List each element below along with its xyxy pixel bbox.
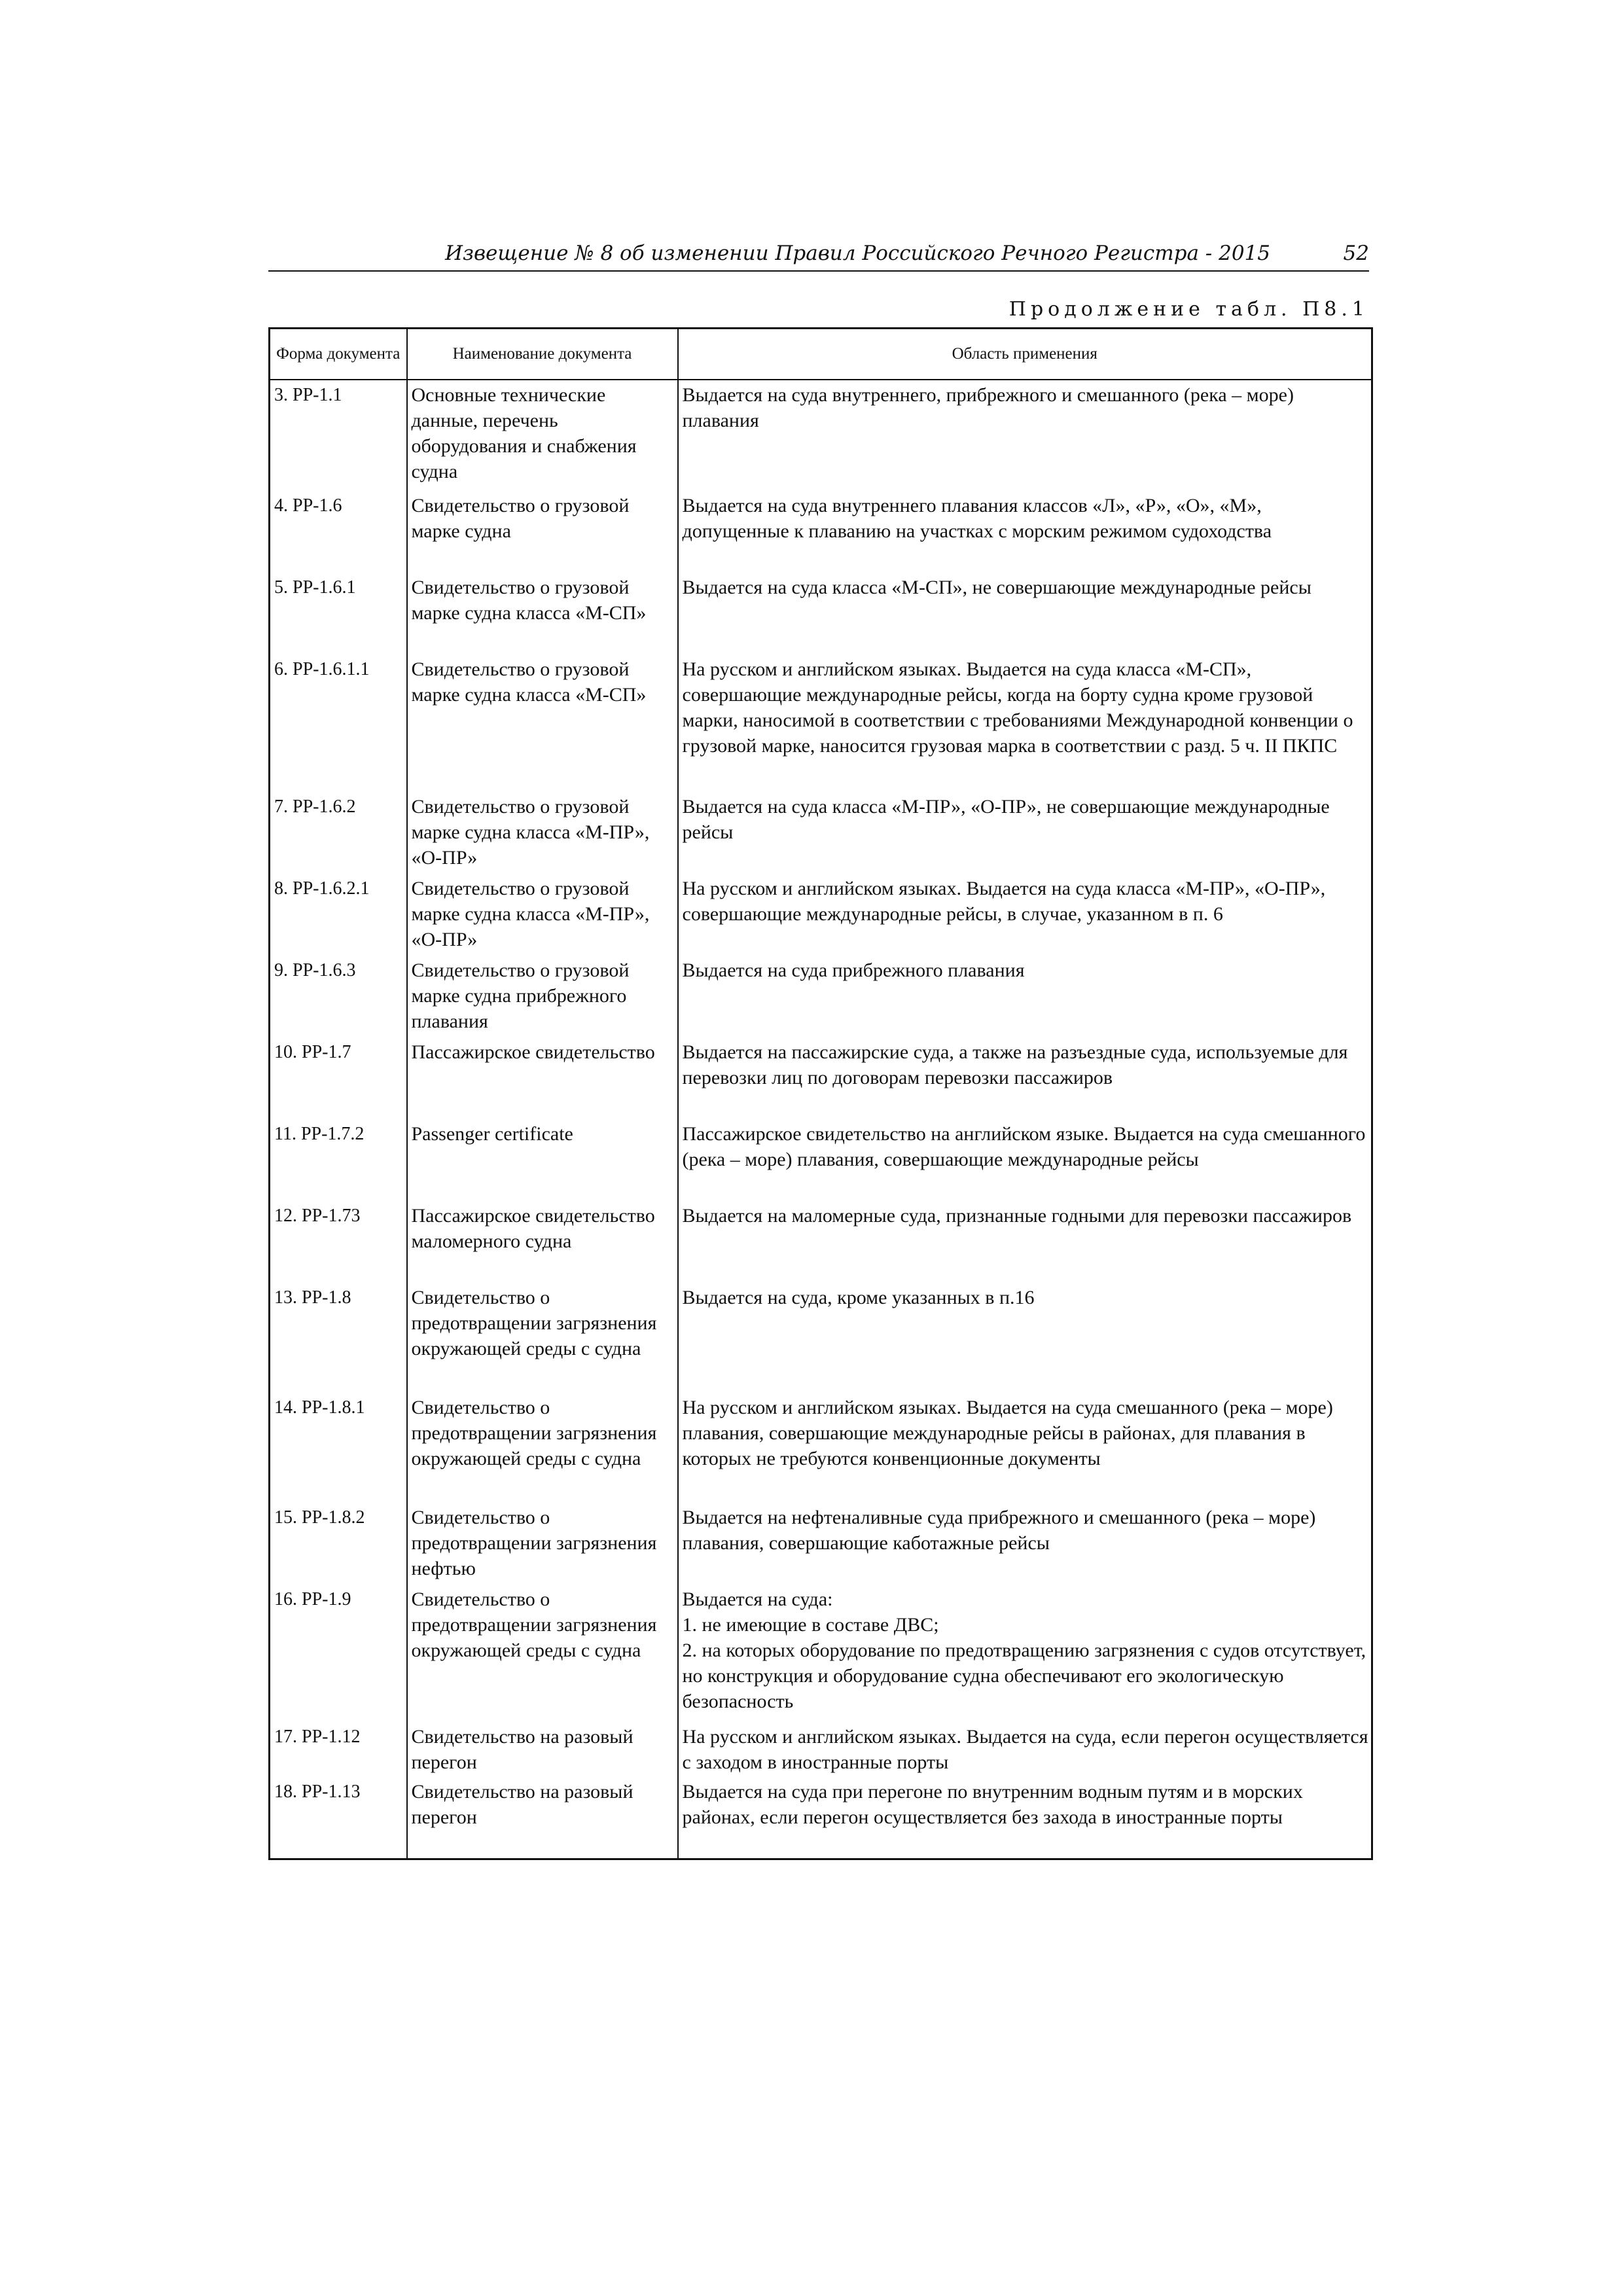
document-name: Свидетельство на разовый перегон: [407, 1777, 678, 1859]
document-name: Пассажирское свидетельство: [407, 1037, 678, 1119]
scope-line: 2. на которых оборудование по предотвращению загрязнения с судов отсутствует, но конструкция и оборудование судна обеспечивают его экологическую безопасность: [682, 1640, 1366, 1712]
column-header-name: Наименование документа: [407, 329, 678, 380]
document-scope: Выдается на суда внутреннего, прибрежного и смешанного (река – море) плавания: [678, 380, 1372, 491]
document-name: Свидетельство о предотвращении загрязнения окружающей среды с судна: [407, 1585, 678, 1722]
page-header: [268, 239, 1369, 272]
document-form-code: 11. РР-1.7.2: [270, 1119, 407, 1201]
document-name: Свидетельство о грузовой марке судна класса «М-СП»: [407, 655, 678, 792]
document-form-code: 7. РР-1.6.2: [270, 792, 407, 874]
document-form-code: 13. РР-1.8: [270, 1283, 407, 1393]
table-row: [270, 380, 1372, 491]
document-name: Свидетельство о предотвращении загрязнения нефтью: [407, 1503, 678, 1585]
document-name: Свидетельство о грузовой марке судна класса «М-СП»: [407, 573, 678, 655]
documents-table: [268, 327, 1373, 1860]
document-name: Пассажирское свидетельство маломерного судна: [407, 1201, 678, 1283]
table-row: [270, 1201, 1372, 1283]
document-name: Свидетельство о грузовой марке судна класса «М-ПР», «О-ПР»: [407, 874, 678, 956]
document-form-code: 8. РР-1.6.2.1: [270, 874, 407, 956]
document-scope: Пассажирское свидетельство на английском языке. Выдается на суда смешанного (река – море) плавания, совершающие международные рейсы: [678, 1119, 1372, 1201]
document-form-code: 10. РР-1.7: [270, 1037, 407, 1119]
document-name: Основные технические данные, перечень оборудования и снабжения судна: [407, 380, 678, 491]
document-form-code: 14. РР-1.8.1: [270, 1393, 407, 1503]
header-title: Извещение № 8 об изменении Правил Российского Речного Регистра - 2015: [445, 242, 1270, 265]
table-row: [270, 874, 1372, 956]
table-row: [270, 1283, 1372, 1393]
document-scope: На русском и английском языках. Выдается на суда класса «М-ПР», «О-ПР», совершающие международные рейсы, в случае, указанном в п. 6: [678, 874, 1372, 956]
table-row: [270, 491, 1372, 573]
column-header-scope: Область применения: [678, 329, 1372, 380]
document-name: Свидетельство о предотвращении загрязнения окружающей среды с судна: [407, 1283, 678, 1393]
table-row: [270, 1777, 1372, 1859]
document-form-code: 6. РР-1.6.1.1: [270, 655, 407, 792]
document-form-code: 5. РР-1.6.1: [270, 573, 407, 655]
table-row: [270, 1119, 1372, 1201]
document-name: Свидетельство о грузовой марке судна класса «М-ПР», «О-ПР»: [407, 792, 678, 874]
table-row: [270, 956, 1372, 1037]
document-scope: Выдается на нефтеналивные суда прибрежного и смешанного (река – море) плавания, совершающие каботажные рейсы: [678, 1503, 1372, 1585]
table-row: [270, 573, 1372, 655]
document-name: Свидетельство о грузовой марке судна: [407, 491, 678, 573]
page-number: 52: [1343, 242, 1369, 265]
document-scope: На русском и английском языках. Выдается на суда, если перегон осуществляется с заходом в иностранные порты: [678, 1722, 1372, 1777]
table-row: [270, 1585, 1372, 1722]
scope-line: 1. не имеющие в составе ДВС;: [682, 1614, 939, 1636]
table-row: [270, 1393, 1372, 1503]
document-form-code: 18. РР-1.13: [270, 1777, 407, 1859]
document-scope: Выдается на суда внутреннего плавания классов «Л», «Р», «О», «М», допущенные к плаванию на участках с морским режимом судоходства: [678, 491, 1372, 573]
document-scope: Выдается на суда класса «М-СП», не совершающие международные рейсы: [678, 573, 1372, 655]
table-row: [270, 1037, 1372, 1119]
document-form-code: 16. РР-1.9: [270, 1585, 407, 1722]
document-name: Свидетельство на разовый перегон: [407, 1722, 678, 1777]
document-form-code: 17. РР-1.12: [270, 1722, 407, 1777]
table-header-row: [270, 329, 1372, 380]
scope-line: Выдается на суда:: [682, 1588, 833, 1610]
table-row: [270, 1503, 1372, 1585]
table-row: [270, 792, 1372, 874]
document-scope: [678, 1585, 1372, 1722]
document-scope: Выдается на суда класса «М-ПР», «О-ПР», не совершающие международные рейсы: [678, 792, 1372, 874]
document-scope: Выдается на суда, кроме указанных в п.16: [678, 1283, 1372, 1393]
document-scope: Выдается на пассажирские суда, а также на разъездные суда, используемые для перевозки лиц по договорам перевозки пассажиров: [678, 1037, 1372, 1119]
document-scope: Выдается на суда прибрежного плавания: [678, 956, 1372, 1037]
document-form-code: 12. РР-1.73: [270, 1201, 407, 1283]
table-row: [270, 655, 1372, 792]
column-header-form: Форма документа: [270, 329, 407, 380]
document-scope: На русском и английском языках. Выдается на суда смешанного (река – море) плавания, совершающие международные рейсы в районах, для плавания в которых не требуются конвенционные документы: [678, 1393, 1372, 1503]
document-name: Свидетельство о грузовой марке судна прибрежного плавания: [407, 956, 678, 1037]
document-form-code: 9. РР-1.6.3: [270, 956, 407, 1037]
document-scope: Выдается на маломерные суда, признанные годными для перевозки пассажиров: [678, 1201, 1372, 1283]
table-row: [270, 1722, 1372, 1777]
document-name: Свидетельство о предотвращении загрязнения окружающей среды с судна: [407, 1393, 678, 1503]
document-scope: На русском и английском языках. Выдается на суда класса «М-СП», совершающие международные рейсы, когда на борту судна кроме грузовой марки, наносимой в соответствии с требованиями Международной конвенции о грузовой марке, наносится грузовая марка в соответствии с разд. 5 ч. II ПКПС: [678, 655, 1372, 792]
document-scope: Выдается на суда при перегоне по внутренним водным путям и в морских районах, если перегон осуществляется без захода в иностранные порты: [678, 1777, 1372, 1859]
document-name: Passenger certificate: [407, 1119, 678, 1201]
document-form-code: 3. РР-1.1: [270, 380, 407, 491]
document-form-code: 4. РР-1.6: [270, 491, 407, 573]
document-form-code: 15. РР-1.8.2: [270, 1503, 407, 1585]
table-caption: Продолжение табл. П8.1: [1008, 298, 1369, 321]
